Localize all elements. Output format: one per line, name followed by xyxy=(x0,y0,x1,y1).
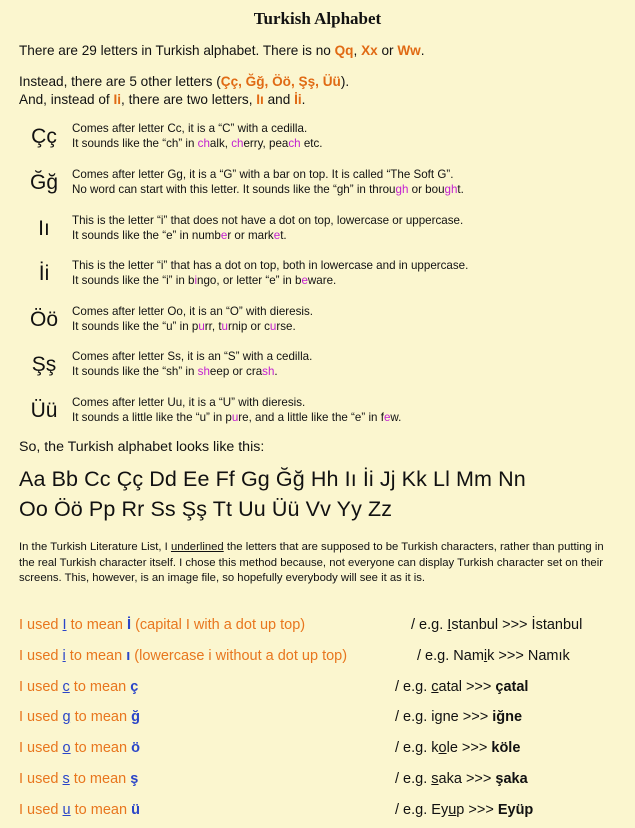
intro-text: and xyxy=(263,92,295,107)
text: / e.g. xyxy=(395,740,432,756)
intro-text: And, instead of xyxy=(19,92,114,107)
text: throu xyxy=(369,183,396,196)
text: alk, xyxy=(209,137,232,150)
text: I used xyxy=(19,802,63,818)
intro-end: . xyxy=(301,92,306,107)
text: It sounds like the “u” in xyxy=(72,320,192,333)
description-line xyxy=(72,410,401,425)
summary-heading: So, the Turkish alphabet looks like this: xyxy=(19,439,265,455)
example-word xyxy=(447,617,498,633)
description-line xyxy=(72,319,313,334)
text: t. xyxy=(280,229,287,242)
text: to mean xyxy=(69,771,131,787)
letter-glyph: İi xyxy=(38,262,50,285)
sound-highlight: sh xyxy=(262,365,275,378)
arrow: >>> xyxy=(464,802,498,818)
example-word xyxy=(453,648,494,664)
letter-xx: Xx xyxy=(361,43,378,58)
example-word xyxy=(431,740,458,756)
underlined-letter: I xyxy=(447,617,452,633)
usage-rule xyxy=(19,802,140,818)
intro-end: . xyxy=(420,43,425,58)
usage-row xyxy=(19,617,619,639)
text: It sounds like the “i” in xyxy=(72,274,188,287)
text: I used xyxy=(19,740,63,756)
description-line: Comes after letter Oo, it is an “O” with dieresis. xyxy=(72,305,313,318)
letter-description xyxy=(72,258,468,288)
letter-description xyxy=(72,304,313,334)
sound-highlight: e xyxy=(383,411,391,424)
text: mark xyxy=(247,229,274,242)
letter-row xyxy=(18,213,618,249)
sound-highlight: ch xyxy=(197,137,210,150)
text: Nam xyxy=(453,648,484,664)
arrow: >>> xyxy=(498,617,532,633)
letter-row xyxy=(18,258,618,294)
page-title: Turkish Alphabet xyxy=(253,9,382,28)
text: bou xyxy=(425,183,445,196)
text: erry, xyxy=(243,137,269,150)
text: b xyxy=(188,274,195,287)
description-line: Comes after letter Uu, it is a “U” with dieresis. xyxy=(72,396,306,409)
text: . xyxy=(274,365,278,378)
intro-sep: , xyxy=(353,43,362,58)
text: / e.g. xyxy=(395,709,432,725)
text: I used xyxy=(19,617,63,633)
text: to mean xyxy=(70,740,132,756)
sound-highlight: e xyxy=(301,274,308,287)
letter-description xyxy=(72,213,463,243)
text: p xyxy=(191,320,199,333)
text: to mean xyxy=(69,679,131,695)
description-line xyxy=(72,228,463,243)
intro-text: There are 29 letters in Turkish alphabet. There is no xyxy=(19,43,335,58)
usage-rule xyxy=(19,740,140,756)
substitute-letter: o xyxy=(62,740,71,756)
alphabet-row-2: Oo Öö Pp Rr Ss Şş Tt Uu Üü Vv Yy Zz xyxy=(19,497,393,521)
underlined-letter: o xyxy=(438,740,447,756)
intro-text: Instead, there are 5 other letters ( xyxy=(19,74,221,89)
usage-note: (lowercase i without a dot up top) xyxy=(130,648,348,664)
text: le xyxy=(446,740,458,756)
letter-glyph: Iı xyxy=(38,217,50,240)
letter-glyph: Öö xyxy=(29,308,58,331)
usage-rule xyxy=(19,617,305,633)
example-word xyxy=(431,802,464,818)
usage-row xyxy=(19,771,619,793)
text: / e.g. xyxy=(395,771,432,787)
description-line: Comes after letter Gg, it is a “G” with a bar on top. It is called “The Soft G”. xyxy=(72,168,454,181)
example-word xyxy=(431,679,462,695)
arrow: >>> xyxy=(461,679,496,695)
text: r or xyxy=(227,229,248,242)
usage-row xyxy=(19,679,619,701)
text: t xyxy=(218,320,222,333)
text: to mean xyxy=(70,709,132,725)
intro-sep: or xyxy=(377,43,398,58)
usage-example xyxy=(395,771,528,787)
arrow: >>> xyxy=(461,771,496,787)
text: rnip or xyxy=(228,320,265,333)
text: ngo, or letter “e” in xyxy=(197,274,295,287)
text: eep or xyxy=(209,365,247,378)
turkish-letter: ç xyxy=(130,679,139,695)
alphabet-row-1: Aa Bb Cc Çç Dd Ee Ff Gg Ğğ Hh Iı İi Jj Kk Ll Mm Nn xyxy=(19,467,526,491)
usage-rule xyxy=(19,679,138,695)
underlined-letter: g xyxy=(434,709,443,725)
usage-row xyxy=(19,709,619,731)
text: w. xyxy=(390,411,402,424)
substitute-letter: c xyxy=(62,679,70,695)
letter-dotless-i: Iı xyxy=(256,92,264,107)
usage-example xyxy=(411,617,582,633)
text: k xyxy=(487,648,495,664)
description-line xyxy=(72,182,464,197)
letter-description xyxy=(72,349,312,379)
sound-highlight: i xyxy=(194,274,198,287)
usage-row xyxy=(19,802,619,824)
intro-end: ). xyxy=(340,74,350,89)
text: / e.g. xyxy=(417,648,454,664)
arrow: >>> xyxy=(494,648,528,664)
text: I used xyxy=(19,709,63,725)
letter-ii: Ii xyxy=(113,92,122,107)
text: No word can start with this letter. It sounds like the “gh” in xyxy=(72,183,370,196)
text: t. xyxy=(457,183,464,196)
text: to mean xyxy=(66,617,128,633)
text: f xyxy=(380,411,384,424)
substitute-letter: u xyxy=(62,802,71,818)
letter-qq: Qq xyxy=(334,43,354,58)
sound-highlight: u xyxy=(231,411,239,424)
text: b xyxy=(294,274,302,287)
description-line xyxy=(72,273,468,288)
extra-letters: Çç, Ğğ, Öö, Şş, Üü xyxy=(220,74,341,89)
letter-glyph: Ğğ xyxy=(29,171,58,194)
text: numb xyxy=(191,229,221,242)
letter-row xyxy=(18,395,618,431)
text: cra xyxy=(246,365,263,378)
example-word xyxy=(431,771,462,787)
text: / e.g. xyxy=(395,679,432,695)
usage-row xyxy=(19,648,619,670)
sound-highlight: ch xyxy=(231,137,244,150)
arrow: >>> xyxy=(458,709,493,725)
description-line: This is the letter “i” that has a dot on top, both in lowercase and in uppercase. xyxy=(72,259,469,272)
result-word: Namık xyxy=(527,648,570,664)
usage-example xyxy=(395,709,522,725)
paragraph-text: the letters that are supposed to be Turkish characters, rather than putting in the real Turkish character itself. I chose this method because, not everyone can display Turkish character set on their screens. This, however, is an image file, so hopefully everybody will see it as it is. xyxy=(19,541,604,584)
usage-row xyxy=(19,740,619,762)
turkish-letter: ş xyxy=(130,771,139,787)
result-word: Eyüp xyxy=(497,802,534,818)
substitute-letter: s xyxy=(62,771,70,787)
underlined-letter: s xyxy=(431,771,439,787)
result-word: köle xyxy=(491,740,521,756)
usage-example xyxy=(417,648,570,664)
usage-rule xyxy=(19,709,140,725)
letter-description xyxy=(72,121,323,151)
letter-dotted-i: İi xyxy=(294,92,302,107)
paragraph-text: In the Turkish Literature List, I xyxy=(19,541,171,553)
turkish-letter: İ xyxy=(127,617,132,633)
text: p xyxy=(225,411,232,424)
turkish-letter: ğ xyxy=(131,709,140,725)
text: i xyxy=(431,709,435,725)
underlined-letter: i xyxy=(483,648,488,664)
letter-row xyxy=(18,167,618,203)
text: aka xyxy=(438,771,462,787)
underlined-word: underlined xyxy=(170,541,224,553)
text: k xyxy=(431,740,439,756)
sound-highlight: u xyxy=(198,320,205,333)
sound-highlight: ch xyxy=(288,137,301,150)
text: or xyxy=(408,183,426,196)
turkish-letter: ı xyxy=(126,648,131,664)
text: It sounds like the “e” in xyxy=(72,229,192,242)
text: p xyxy=(456,802,465,818)
description-line xyxy=(72,136,323,151)
text: It sounds a little like the “u” in xyxy=(72,411,226,424)
underlined-letter: c xyxy=(431,679,439,695)
sound-highlight: gh xyxy=(444,183,458,196)
letter-glyph: Üü xyxy=(30,399,58,422)
text: etc. xyxy=(300,137,323,150)
usage-example xyxy=(395,740,520,756)
substitute-letter: I xyxy=(62,617,67,633)
arrow: >>> xyxy=(457,740,492,756)
sound-highlight: gh xyxy=(395,183,409,196)
result-word: çatal xyxy=(495,679,529,695)
turkish-letter: ü xyxy=(131,802,140,818)
substitute-letter: g xyxy=(62,709,71,725)
text: I used xyxy=(19,648,63,664)
result-word: iğne xyxy=(492,709,523,725)
example-word xyxy=(431,709,458,725)
text: atal xyxy=(438,679,462,695)
text: c xyxy=(264,320,270,333)
usage-rule xyxy=(19,771,138,787)
letter-description xyxy=(72,395,401,425)
usage-example xyxy=(395,679,528,695)
usage-example xyxy=(395,802,533,818)
sound-highlight: e xyxy=(220,229,228,242)
text: rr, xyxy=(204,320,219,333)
usage-note: (capital I with a dot up top) xyxy=(131,617,306,633)
text: I used xyxy=(19,679,63,695)
intro-line-2 xyxy=(19,73,349,90)
sound-highlight: u xyxy=(269,320,277,333)
explanation-paragraph xyxy=(19,540,619,587)
text: re, and a little like the “e” in xyxy=(238,411,381,424)
text: / e.g. xyxy=(395,802,432,818)
text: to mean xyxy=(65,648,127,664)
usage-rule xyxy=(19,648,347,664)
text: It sounds like the “sh” in xyxy=(72,365,198,378)
result-word: İstanbul xyxy=(531,617,583,633)
intro-line-3 xyxy=(19,91,305,108)
letter-row xyxy=(18,349,618,385)
letter-row xyxy=(18,121,618,157)
underlined-letter: u xyxy=(448,802,457,818)
description-line xyxy=(72,364,312,379)
result-word: şaka xyxy=(495,771,528,787)
text: ne xyxy=(442,709,459,725)
sound-highlight: sh xyxy=(197,365,210,378)
text: I used xyxy=(19,771,63,787)
letter-glyph: Şş xyxy=(31,353,57,376)
description-line: Comes after letter Cc, it is a “C” with a cedilla. xyxy=(72,122,308,135)
letter-ww: Ww xyxy=(397,43,421,58)
text: stanbul xyxy=(451,617,499,633)
substitute-letter: i xyxy=(62,648,66,664)
text: to mean xyxy=(70,802,132,818)
description-line: Comes after letter Ss, it is an “S” with a cedilla. xyxy=(72,350,313,363)
intro-text: , there are two letters, xyxy=(121,92,257,107)
text: ware. xyxy=(307,274,337,287)
turkish-letter: ö xyxy=(131,740,140,756)
intro-line-1 xyxy=(19,42,425,59)
text: / e.g. xyxy=(411,617,448,633)
letter-row xyxy=(18,304,618,340)
letter-glyph: Çç xyxy=(31,125,57,148)
text: Ey xyxy=(431,802,449,818)
description-line: This is the letter “i” that does not have a dot on top, lowercase or uppercase. xyxy=(72,214,464,227)
text: It sounds like the “ch” in xyxy=(72,137,198,150)
letter-description xyxy=(72,167,464,197)
sound-highlight: u xyxy=(221,320,228,333)
text: pea xyxy=(269,137,289,150)
sound-highlight: e xyxy=(273,229,281,242)
text: rse. xyxy=(276,320,296,333)
